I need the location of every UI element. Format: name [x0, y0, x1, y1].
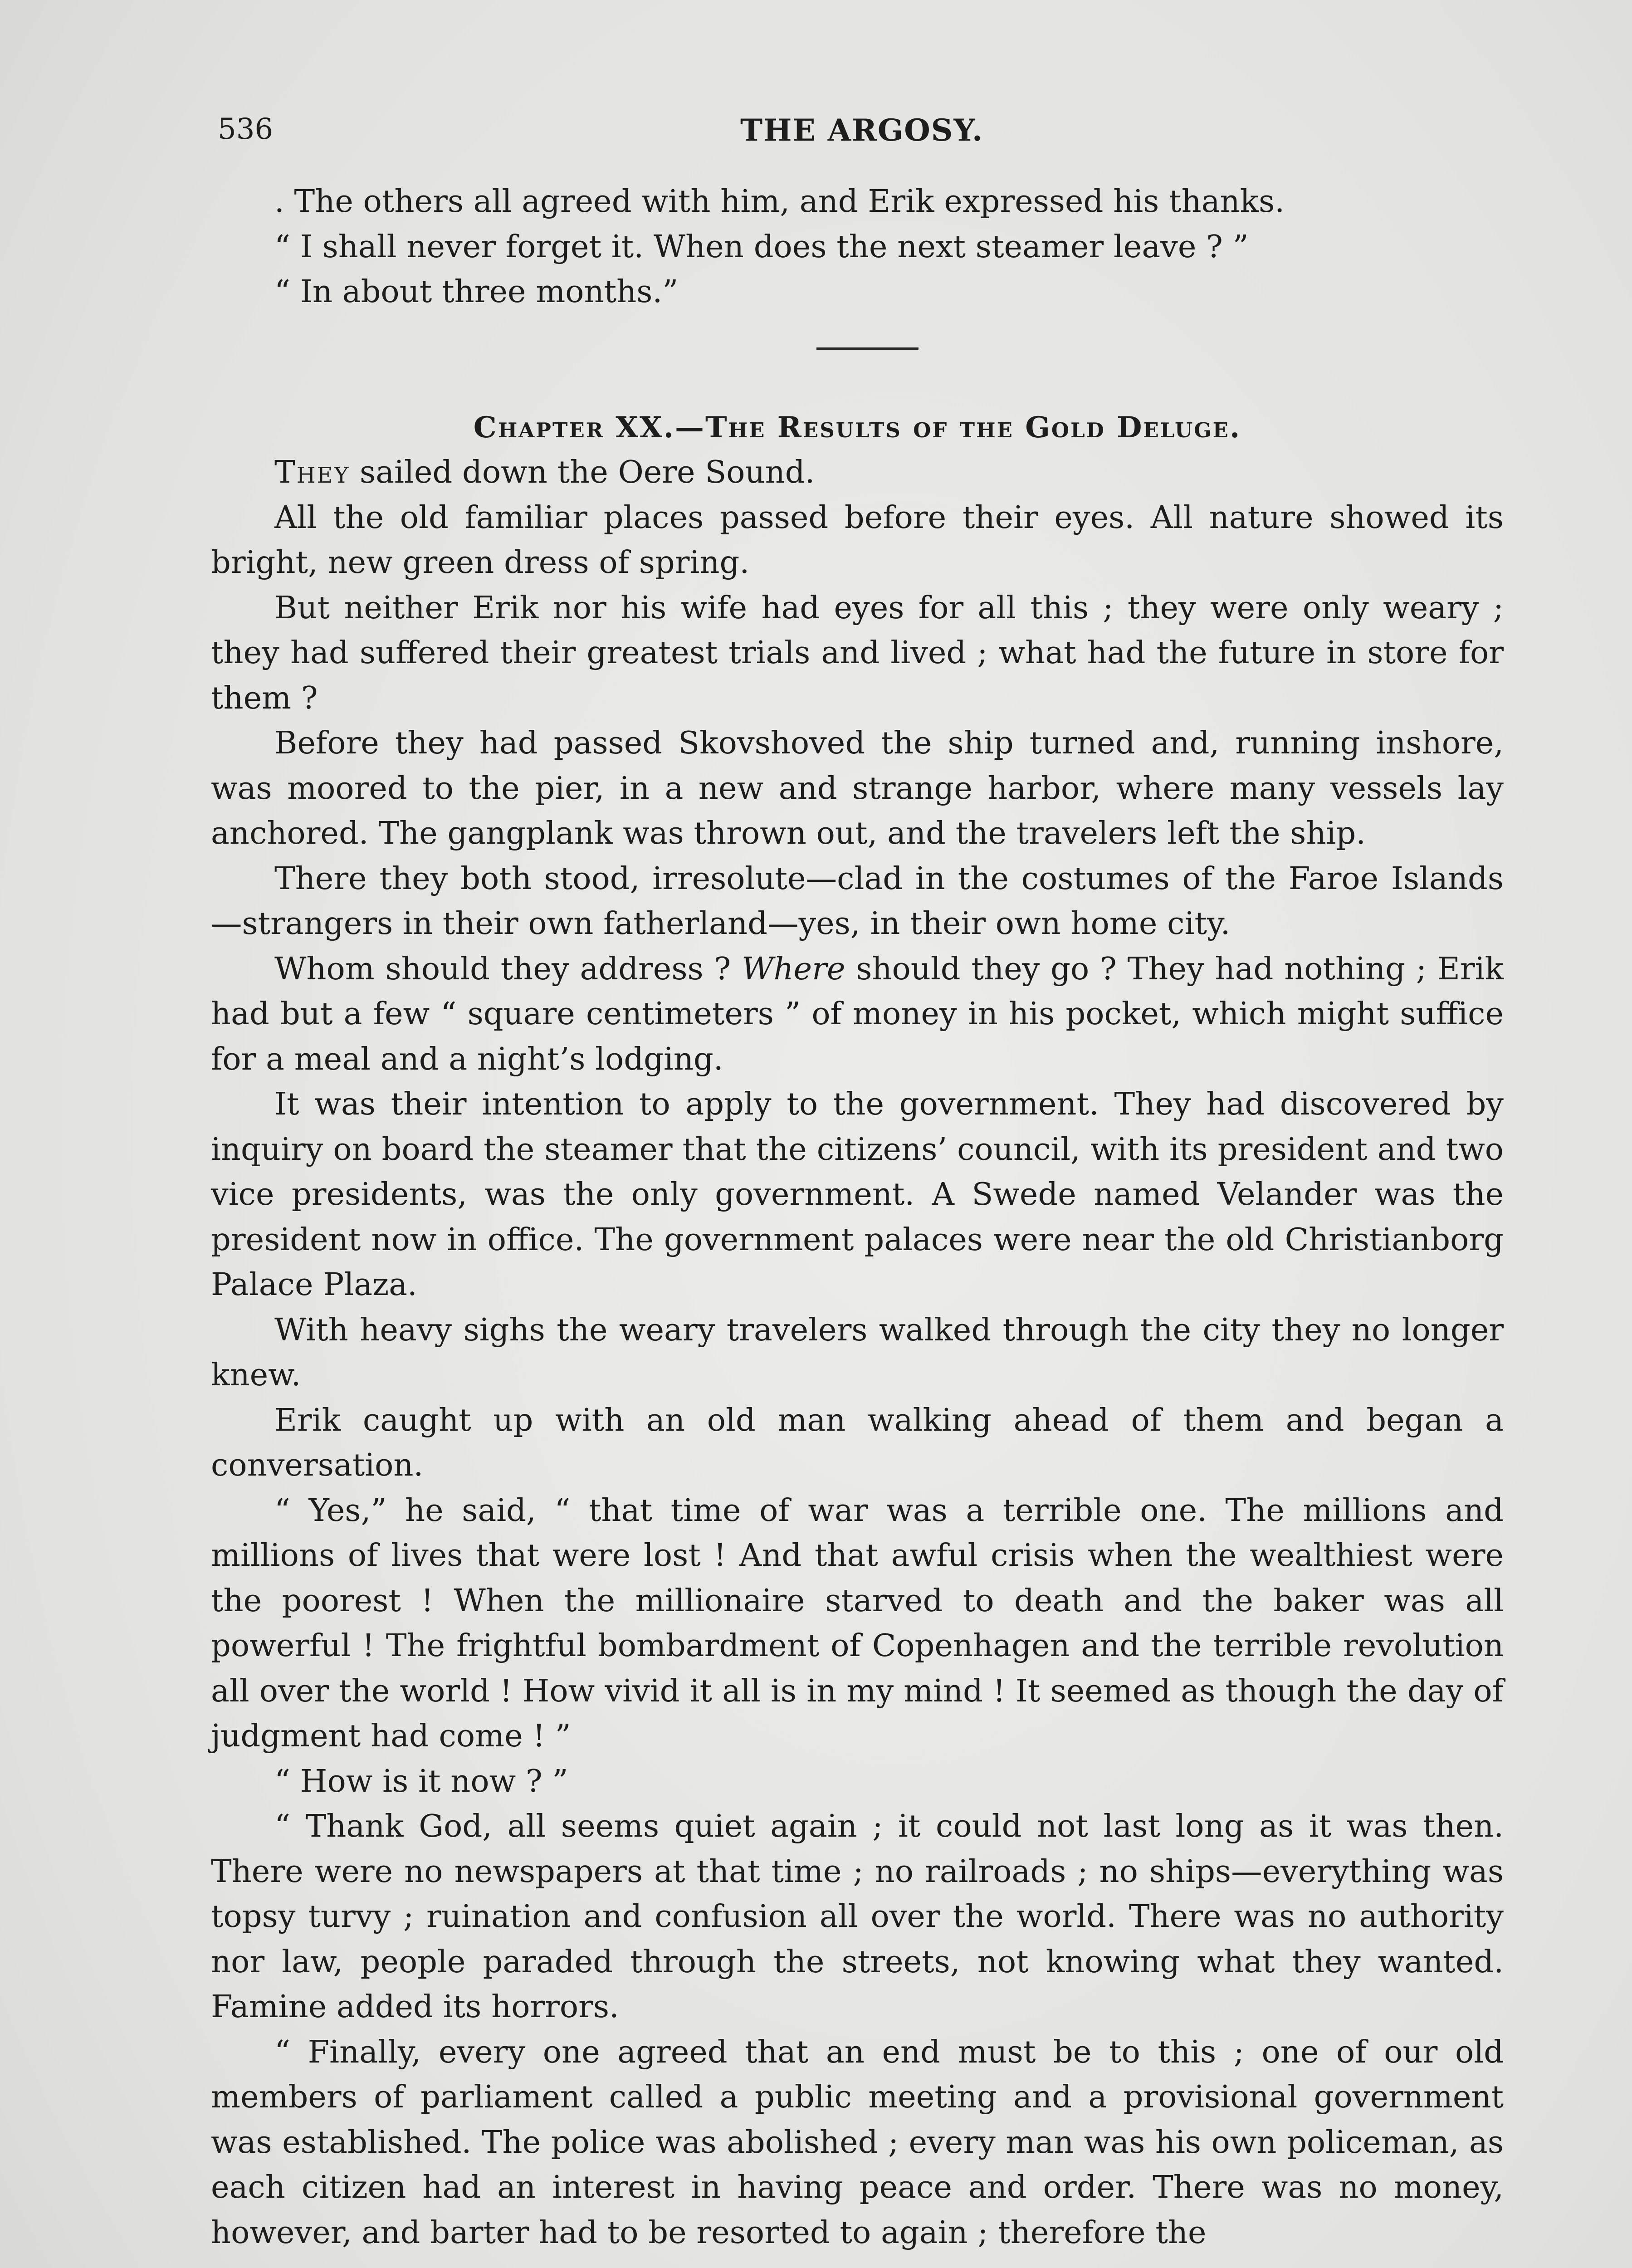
- paragraph: “ Thank God, all seems quiet again ; it could not last long as it was then. There were no newspapers at that time ; no railroads ; no ships—everything was topsy turvy ; ruination and confusion all over the world. There was no authority nor law, people paraded through the streets, not knowing what they wanted. Famine added its horrors.: [211, 1808, 1504, 2025]
- paragraph: All the old familiar places passed before their eyes. All nature showed its bright, new green dress of spring.: [211, 499, 1504, 581]
- chapter-opening-paragraph: [211, 450, 1504, 495]
- paragraph: . The others all agreed with him, and Erik expressed his thanks.: [274, 183, 1285, 220]
- paragraph: It was their intention to apply to the government. They had discovered by inquiry on board the steamer that the citizens’ council, with its president and two vice presidents, was the only government. A Swede named Velander was the president now in office. The government palaces were near the old Christianborg Palace Plaza.: [211, 1086, 1504, 1303]
- emphasis-text: Where: [742, 950, 845, 987]
- paragraph: [211, 947, 1504, 1082]
- paragraph: “ Finally, every one agreed that an end must be to this ; one of our old members of parliament called a public meeting and a provisional government was established. The police was abolished ; every man was his own policeman, as each citizen had an interest in having peace and order. There was no money, however, and barter had to be resorted to again ; therefore the: [211, 2033, 1504, 2251]
- paragraph: Before they had passed Skovshoved the ship turned and, running inshore, was moored to the pier, in a new and strange harbor, where many vessels lay anchored. The gangplank was thrown out, and the travelers left the ship.: [211, 725, 1504, 851]
- page-number: 536: [218, 112, 274, 146]
- body-text: [211, 179, 1504, 2255]
- paragraph: “ How is it now ? ”: [274, 1763, 568, 1799]
- chapter-heading: Chapter XX.—The Results of the Gold Deluge.: [473, 410, 1241, 445]
- paragraph: There they both stood, irresolute—clad in the costumes of the Faroe Islands—strangers in their own fatherland—yes, in their own home city.: [211, 860, 1504, 942]
- text-run: Whom should they address ?: [274, 950, 742, 987]
- journal-title: THE ARGOSY.: [740, 112, 983, 148]
- chapter-first-word: They: [274, 454, 350, 490]
- paragraph: Erik caught up with an old man walking ahead of them and began a conversation.: [211, 1402, 1504, 1483]
- paragraph: With heavy sighs the weary travelers walked through the city they no longer knew.: [211, 1311, 1504, 1393]
- divider-rule: [816, 347, 919, 350]
- text-run: should they go ? They had nothing ; Erik had but a few “ square centimeters ” of money in his pocket, which might suffice for a meal and a night’s lodging.: [211, 950, 1504, 1077]
- chapter-first-line: sailed down the Oere Sound.: [350, 454, 815, 490]
- paragraph: “ I shall never forget it. When does the next steamer leave ? ”: [274, 228, 1249, 265]
- paragraph: “ Yes,” he said, “ that time of war was a terrible one. The millions and millions of lives that were lost ! And that awful crisis when the wealthiest were the poorest ! When the millionaire starved to death and the baker was all powerful ! The frightful bombardment of Copenhagen and the terrible revolution all over the world ! How vivid it all is in my mind ! It seemed as though the day of judgment had come ! ”: [211, 1492, 1504, 1754]
- section-divider: [211, 315, 1504, 405]
- paragraph: But neither Erik nor his wife had eyes for all this ; they were only weary ; they had suffered their greatest trials and lived ; what had the future in store for them ?: [211, 589, 1504, 716]
- paragraph: “ In about three months.”: [274, 274, 679, 310]
- running-head: [218, 112, 1506, 153]
